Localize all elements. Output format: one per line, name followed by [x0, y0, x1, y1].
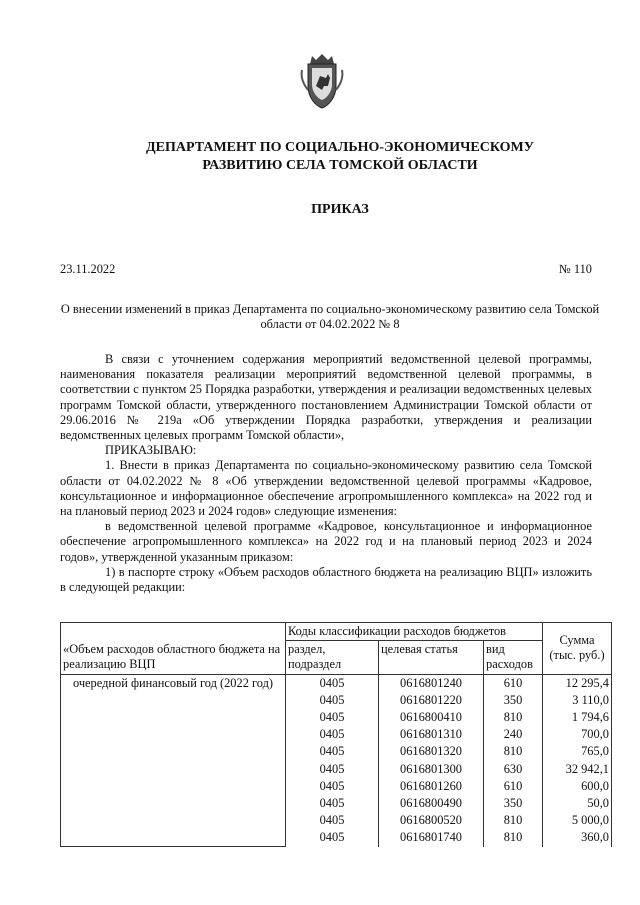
coat-of-arms-icon [298, 52, 346, 112]
row-sum: 5 000,0 [543, 812, 612, 829]
row-article: 0616801260 [379, 778, 484, 795]
row-sum: 600,0 [543, 778, 612, 795]
document-type: ПРИКАЗ [311, 202, 369, 217]
row-section: 0405 [286, 761, 379, 778]
row-section: 0405 [286, 778, 379, 795]
row-article: 0616801310 [379, 726, 484, 743]
row-sum: 765,0 [543, 743, 612, 760]
document-subject: О внесении изменений в приказ Департамента по социально-экономическому развитию села Томской области от 04.02.2022 № 8 [60, 302, 600, 332]
row-section: 0405 [286, 829, 379, 846]
row-sum: 360,0 [543, 829, 612, 846]
row-expense-type: 810 [484, 829, 543, 846]
row-sum: 700,0 [543, 726, 612, 743]
row-section: 0405 [286, 692, 379, 709]
table-header-article: целевая статья [379, 641, 484, 674]
row-section: 0405 [286, 812, 379, 829]
row-expense-type: 810 [484, 743, 543, 760]
row-sum: 32 942,1 [543, 761, 612, 778]
department-name-line2: РАЗВИТИЮ СЕЛА ТОМСКОЙ ОБЛАСТИ [202, 158, 478, 173]
row-article: 0616801320 [379, 743, 484, 760]
row-article: 0616800520 [379, 812, 484, 829]
row-section: 0405 [286, 709, 379, 726]
row-expense-type: 350 [484, 692, 543, 709]
document-date: 23.11.2022 [60, 262, 116, 276]
row-section: 0405 [286, 726, 379, 743]
paragraph-preamble: В связи с уточнением содержания мероприятий ведомственной целевой программы, наименования показателя реализации мероприятий ведомственной целевой программы, в соответствии с пунктом 25 Порядка разработки, утверждения и реализации ведомственных целевых программ Томской области, утвержденного постановлением Администрации Томской области от 29.06.2016 № 219а «Об утверждении Порядка разработки, утверждения и реализации ведомственных целевых программ Томской области», [60, 352, 592, 443]
row-expense-type: 610 [484, 674, 543, 692]
table-header-section: раздел, подраздел [286, 641, 379, 674]
row-article: 0616801220 [379, 692, 484, 709]
table-row [61, 674, 612, 692]
row-article: 0616801740 [379, 829, 484, 846]
paragraph-item-1: 1. Внести в приказ Департамента по социально-экономическому развитию села Томской области от 04.02.2022 № 8 «Об утверждении ведомственной целевой программы «Кадровое, консультационное и информационное обеспечение агропромышленного комплекса» на 2022 год и на плановый период 2023 и 2024 годов» следующие изменения: [60, 458, 592, 519]
row-expense-type: 810 [484, 812, 543, 829]
row-expense-type: 810 [484, 709, 543, 726]
paragraph-program: в ведомственной целевой программе «Кадровое, консультационное и информационное обеспечение агропромышленного комплекса» на 2022 год и на плановый период 2023 и 2024 годов», утвержденной указанным приказом: [60, 519, 592, 564]
row-sum: 50,0 [543, 795, 612, 812]
paragraph-passport: 1) в паспорте строку «Объем расходов областного бюджета на реализацию ВЦП» изложить в следующей редакции: [60, 564, 592, 595]
row-section: 0405 [286, 795, 379, 812]
document-body [60, 352, 592, 595]
table-header-type: вид расходов [484, 641, 543, 674]
row-expense-type: 350 [484, 795, 543, 812]
row-article: 0616800490 [379, 795, 484, 812]
row-article: 0616801240 [379, 674, 484, 692]
table-header-indicator: «Объем расходов областного бюджета на реализацию ВЦП [61, 623, 286, 675]
row-article: 0616801300 [379, 761, 484, 778]
row-sum: 12 295,4 [543, 674, 612, 692]
row-sum: 1 794,6 [543, 709, 612, 726]
row-article: 0616800410 [379, 709, 484, 726]
row-expense-type: 610 [484, 778, 543, 795]
row-section: 0405 [286, 674, 379, 692]
expenses-table [60, 622, 612, 847]
row-expense-type: 240 [484, 726, 543, 743]
department-name-line1: ДЕПАРТАМЕНТ ПО СОЦИАЛЬНО-ЭКОНОМИЧЕСКОМУ [146, 140, 534, 155]
row-sum: 3 110,0 [543, 692, 612, 709]
paragraph-order: ПРИКАЗЫВАЮ: [105, 443, 197, 458]
row-section: 0405 [286, 743, 379, 760]
table-header-sum: Сумма (тыс. руб.) [543, 623, 612, 675]
document-number: № 110 [558, 262, 592, 276]
period-label: очередной финансовый год (2022 год) [61, 674, 286, 847]
table-header-codes: Коды классификации расходов бюджетов [286, 623, 543, 641]
row-expense-type: 630 [484, 761, 543, 778]
